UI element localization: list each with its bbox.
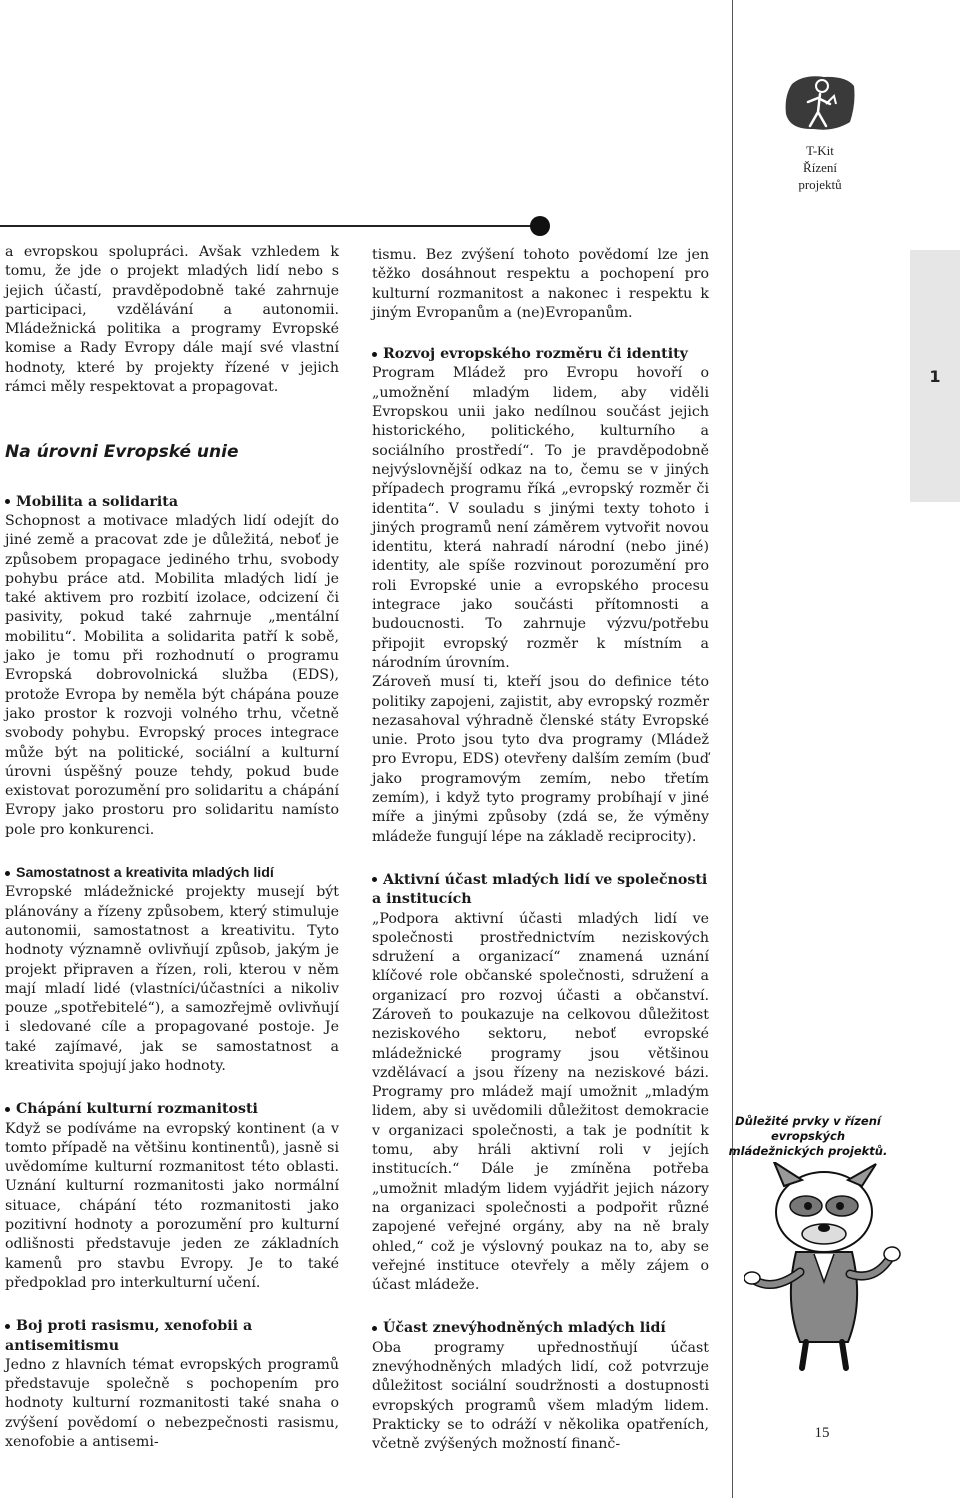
intro-paragraph: a evropskou spolupráci. Avšak vzhledem k tomu, že jde o projekt mladých lidí nebo s jejich účastí, pravděpodobně také zahrnuje participaci, vzdělávání a autonomii. Mládežnická politika a programy Evropské komise a Rady Evropy dále mají své vlastní hodnoty, které by projekty řízené v jejich rámci měly respektovat a propagovat. <box>5 244 339 396</box>
bullet-title-text: Rozvoj evropského rozměru či identity <box>383 346 688 363</box>
bullet-section <box>372 871 709 1296</box>
bullet-section <box>5 493 339 840</box>
bullet-title <box>372 345 709 364</box>
bullet-title <box>5 864 339 883</box>
header-rule <box>0 225 537 227</box>
bullet-title-text: Samostatnost a kreativita mladých lidí <box>16 865 274 882</box>
page-number: 15 <box>814 1425 830 1441</box>
mascot-illustration <box>744 1162 914 1372</box>
bullet-title-text: Boj proti rasismu, xenofobii a antisemitismu <box>5 1318 253 1354</box>
bullet-title-text: Účast znevýhodněných mladých lidí <box>383 1320 666 1337</box>
bullet-dot-icon <box>5 1107 10 1112</box>
bullet-title-text: Aktivní účast mladých lidí ve společnosti a institucích <box>372 871 708 908</box>
intro-paragraph: tismu. Bez zvýšení tohoto povědomí lze jen těžko dosáhnout respektu a pochopení pro kulturní rozmanitost a nakonec i respektu k jiným Evropanům a (ne)Evropanům. <box>372 247 709 321</box>
bullet-paragraph: „Podpora aktivní účasti mladých lidí ve společnosti prostřednictvím neziskových sdružení a organizací“ znamená uznání klíčové role občanské společnosti, sdružení a organizací pro rozvoj účasti a občanství. Zároveň to poukazuje na celkovou důležitost neziskového sektoru, neboť evropské mládežnické programy jsou většinou vzdělávací a jsou řízeny na neziskové bázi. Programy pro mládež mají umožnit „mladým lidem, aby si uvědomili důležitost demokracie v organizaci společnosti, a tak je podnítit k tomu, aby hráli aktivní roli v jejích institucích.“ Dále je zmíněna potřeba „umožnit mladým lidem vyjádřit jejich názory na organizaci společnosti a podpořit různé zapojené veřejné orgány, aby na ně braly ohled,“ což je výslovný poukaz na to, aby se veřejné instituce otevřely a měly zájem o účast mládeže. <box>372 910 709 1294</box>
bullet-paragraph: Zároveň musí ti, kteří jsou do definice této politiky zapojeni, zajistit, aby evropský rozměr nezasahoval výhradně členské státy Evropské unie. Proto jsou tyto dva programy (Mládež pro Evropu, EDS) otevřeny dalším zemím (buď jako programovým zemím, nebo třetím zemím), i když tyto programy probíhají v jiné míře a jinými způsoby (zdá se, že výměny mládeže fungují lépe na základě reciprocity). <box>372 674 709 845</box>
bullet-section <box>372 345 709 847</box>
bullet-title <box>5 1100 339 1119</box>
brand-line: Řízení <box>803 160 837 175</box>
brand-line: projektů <box>798 177 842 192</box>
bullet-title <box>5 1317 339 1356</box>
brand-label <box>770 142 870 193</box>
bullet-dot-icon <box>372 877 377 882</box>
bullet-dot-icon <box>372 1326 377 1331</box>
bullet-section <box>5 864 339 1076</box>
bullet-title-text: Chápání kulturní rozmanitosti <box>16 1101 258 1118</box>
side-note: Důležité prvky v řízení evropských mládežnických projektů. <box>728 1114 888 1158</box>
left-column <box>5 243 339 1452</box>
right-column <box>372 246 709 1455</box>
bullet-dot-icon <box>5 1324 10 1329</box>
bullet-section <box>5 1317 339 1452</box>
bullet-paragraph: Oba programy upřednostňují účast znevýhodněných mladých lidí, což potvrzuje důležitost sociální soudržnosti a dostupnosti evropských programů všem mladým lidem. Prakticky se to odráží v několika opatřeních, včetně zvýšených možností finanč- <box>372 1339 709 1453</box>
bullet-paragraph: Schopnost a motivace mladých lidí odejít do jiné země a pracovat zde je důležitá, neboť je způsobem propagace jediného trhu, svobody pohybu práce atd. Mobilita mladých lidí je také aktivem pro rozbití izolace, odcizení či pasivity, pokud také zahrnuje „mentální mobilitu“. Mobilita a solidarita patří k sobě, jako je tomu při rozhodnutí o programu Evropská dobrovolnická služba (EDS), protože Evropa by neměla být chápána pouze jako prostor k rozvoji volného trhu, včetně svobody pohybu. Evropský proces integrace může být na politické, sociální a kulturní úrovni úspěšný pouze tehdy, pokud bude existovat porozumění pro solidaritu a chápání Evropy jako prostoru pro solidaritu namísto pole pro konkurenci. <box>5 512 339 838</box>
chapter-tab: 1 <box>910 250 960 502</box>
bullet-title <box>372 871 709 910</box>
bullet-paragraph: Program Mládež pro Evropu hovoří o „umožnění mladým lidem, aby viděli Evropskou unii jako nedílnou součást jejich historického, politického, kulturního a sociálního prostředí“. To je pravděpodobně nejvýslovnější odkaz na to, čemu se v jiných případech programu říká „evropský rozměr či identita“. V souladu s jinými texty tohoto i jiných programů není záměrem vytvořit novou identitu, která nahradí národní (nebo jiné) identity, ale spíše rozvinout porozumění pro roli Evropské unie a evropského procesu integrace jako součásti přítomnosti a budoucnosti. To zahrnuje výzvu/potřebu připojit evropský rozměr k místním a národním úrovním. <box>372 365 709 671</box>
bullet-title-text: Mobilita a solidarita <box>16 493 179 510</box>
bullet-dot-icon <box>5 871 10 876</box>
bullet-dot-icon <box>372 352 377 357</box>
bullet-title <box>372 1319 709 1338</box>
bullet-title <box>5 493 339 512</box>
header-rule-dot <box>530 216 550 236</box>
page-margin-line <box>732 0 733 1498</box>
bullet-section <box>372 1319 709 1454</box>
bullet-dot-icon <box>5 499 10 504</box>
t-kit-logo <box>784 74 856 132</box>
brand-line: T-Kit <box>806 143 834 158</box>
bullet-section <box>5 1100 339 1293</box>
bullet-paragraph: Evropské mládežnické projekty musejí být plánovány a řízeny způsobem, který stimuluje autonomii, samostatnost a kreativitu. Tyto hodnoty významně ovlivňují způsob, jakým je projekt připraven a řízen, roli, kterou v něm mají mladí lidé (vlastníci/účastníci a nikoliv pouze „spotřebitelé“), a samozřejmě ovlivňují i sledované cíle a propagované postoje. Je také zajímavé, jak se samostatnost a kreativita spojují jako hodnoty. <box>5 884 339 1074</box>
section-heading: Na úrovni Evropské unie <box>5 442 239 463</box>
bullet-paragraph: Když se podíváme na evropský kontinent (a v tomto případě na většinu kontinentů), jasně si uvědomíme kulturní rozmanitost této oblasti. Uznání kulturní rozmanitosti jako normální situace, chápání této rozmanitosti jako pozitivní hodnoty a porozumění pro kulturní odlišnosti představuje jeden ze základních kamenů pro stavbu Evropy. Je to také předpoklad pro interkulturní učení. <box>5 1120 339 1291</box>
bullet-paragraph: Jedno z hlavních témat evropských programů představuje společně s pochopením pro hodnoty kulturní rozmanitosti také snaha o zvýšení povědomí o nebezpečnosti rasismu, xenofobie a antisemi- <box>5 1356 339 1451</box>
